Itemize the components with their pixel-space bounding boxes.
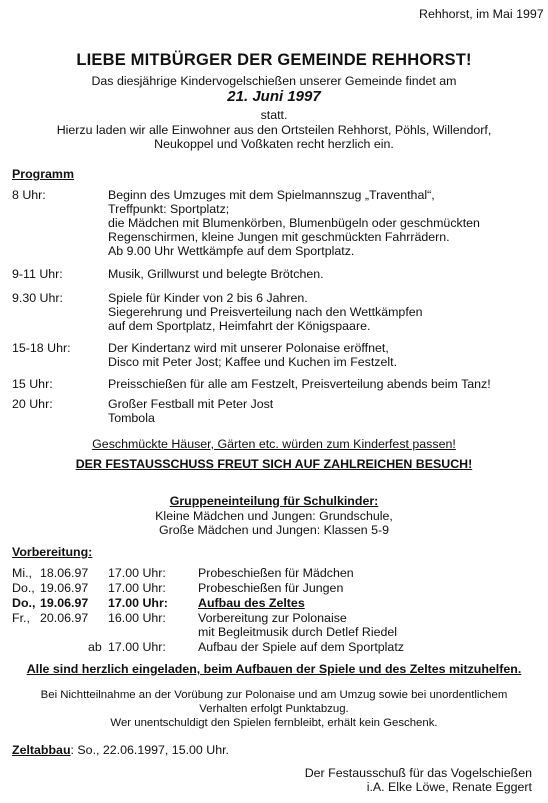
appeal-text: Alle sind herzlich eingeladen, beim Aufbauen der Spiele und des Zeltes mitzuhelfen. — [26, 662, 522, 676]
row-ab: ab — [88, 640, 102, 654]
rules-line-3: Wer unentschuldigt den Spielen fernbleibt, erhält kein Geschenk. — [110, 717, 438, 729]
row-desc: Aufbau der Spiele auf dem Sportplatz — [198, 640, 404, 654]
row-day: Do., — [12, 596, 36, 610]
row-date: 18.06.97 — [40, 566, 89, 580]
intro-line: Das diesjährige Kindervogelschießen unserer Gemeinde findet am — [91, 74, 457, 88]
page-title: LIEBE MITBÜRGER DER GEMEINDE REHHORST! — [76, 51, 472, 69]
programm-desc: Beginn des Umzuges mit dem Spielmannszug „Traventhal“, Treffpunkt: Sportplatz; die Mädchen mit Blumenkörben, Blumenbügeln oder geschmückten Regenschirmen, kleine Jungen mit geschmückten Fahrrädern. Ab 9.00 Uhr Wettkämpfe auf dem Sportplatz. — [108, 188, 480, 258]
signature-line-2: i.A. Elke Löwe, Renate Eggert — [366, 780, 532, 794]
programm-desc: Preisschießen für alle am Festzelt, Preisverteilung abends beim Tanz! — [108, 377, 491, 391]
row-desc: Probeschießen für Mädchen — [198, 566, 354, 580]
programm-time: 8 Uhr: — [12, 188, 46, 202]
row-time: 17.00 Uhr: — [108, 640, 166, 654]
row-desc: Probeschießen für Jungen — [198, 581, 344, 595]
row-time: 17.00 Uhr: — [108, 581, 166, 595]
row-day: Fr., — [12, 611, 30, 625]
programm-desc: Großer Festball mit Peter Jost Tombola — [108, 397, 274, 425]
statt-text: statt. — [260, 108, 288, 122]
groups-heading: Gruppeneinteilung für Schulkinder: — [169, 494, 379, 508]
row-desc: Aufbau des Zeltes — [198, 596, 305, 610]
row-date: 19.06.97 — [40, 596, 89, 610]
programm-time: 9.30 Uhr: — [12, 291, 63, 305]
rules-line-1: Bei Nichtteilnahme an der Vorübung zur Polonaise und am Umzug sowie bei unordentlichem — [40, 689, 508, 701]
groups-line-1: Kleine Mädchen und Jungen: Grundschule, — [155, 509, 393, 523]
houses-note: Geschmückte Häuser, Gärten etc. würden zum Kinderfest passen! — [92, 437, 456, 451]
row-time: 16.00 Uhr: — [108, 611, 166, 625]
zeltabbau-text: : So., 22.06.1997, 15.00 Uhr. — [70, 743, 229, 757]
signature — [305, 766, 532, 794]
programm-time: 15 Uhr: — [12, 377, 53, 391]
row-time: 17.00 Uhr: — [108, 596, 168, 610]
programm-time: 9-11 Uhr: — [12, 267, 63, 281]
invite-line-2: Neukoppel und Voßkaten recht herzlich ein. — [154, 137, 394, 151]
row-date: 20.06.97 — [40, 611, 89, 625]
programm-time: 20 Uhr: — [12, 397, 53, 411]
row-date: 19.06.97 — [40, 581, 89, 595]
event-date: 21. Juni 1997 — [227, 88, 321, 105]
row-desc: Vorbereitung zur Polonaise mit Begleitmusik durch Detlef Riedel — [198, 611, 398, 639]
programm-desc: Musik, Grillwurst und belegte Brötchen. — [108, 267, 324, 281]
place-date: Rehhorst, im Mai 1997 — [419, 7, 544, 21]
rules-line-2: Verhalten erfolgt Punktabzug. — [199, 703, 349, 715]
row-day: Mi., — [12, 566, 32, 580]
programm-desc: Spiele für Kinder von 2 bis 6 Jahren. Siegerehrung und Preisverteilung nach den Wettkämpfen auf dem Sportplatz, Heimfahrt der Königspaare. — [108, 291, 423, 333]
row-time: 17.00 Uhr: — [108, 566, 166, 580]
programm-time: 15-18 Uhr: — [12, 341, 71, 355]
signature-line-1: Der Festausschuß für das Vogelschießen — [304, 766, 532, 780]
vorbereitung-heading: Vorbereitung: — [12, 545, 93, 559]
programm-desc: Der Kindertanz wird mit unserer Polonaise eröffnet, Disco mit Peter Jost; Kaffee und Kuchen im Festzelt. — [108, 341, 398, 369]
programm-heading: Programm — [12, 167, 74, 181]
groups-line-2: Große Mädchen und Jungen: Klassen 5-9 — [158, 523, 390, 537]
row-day: Do., — [12, 581, 35, 595]
zeltabbau-label: Zeltabbau — [12, 743, 71, 757]
zeltabbau-line — [12, 743, 229, 757]
committee-welcome: DER FESTAUSSCHUSS FREUT SICH AUF ZAHLREICHEN BESUCH! — [75, 457, 473, 471]
invite-line-1: Hierzu laden wir alle Einwohner aus den Ortsteilen Rehhorst, Pöhls, Willendorf, — [56, 123, 492, 137]
